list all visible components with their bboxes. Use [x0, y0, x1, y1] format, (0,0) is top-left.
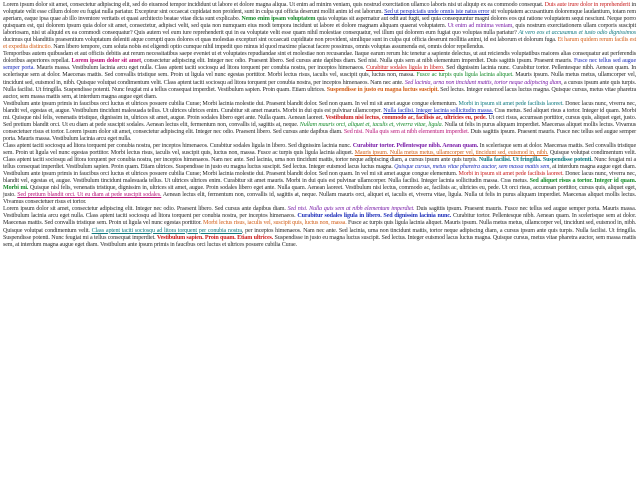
- paragraph: [3, 206, 636, 248]
- text-run: , quis nostrum exercitationem ullam corporis suscipit laboriosam, nisi ut aliquid ex ea commodi consequatur? Quis autem vel eum iure reprehenderit qui in ea voluptate velit esse quam nihil molestiae consequatur, vel illum qui dolorem eum fugiat quo voluptas nulla pariatur?: [3, 23, 636, 37]
- highlighted-text-run: Class aptent taciti sociosqu ad litora torquent per conubia nostra: [91, 227, 242, 234]
- highlighted-text-run: Vestibulum nisi lectus, commodo ac, facilisis ac, ultricies eu, pede.: [325, 114, 487, 121]
- text-run: Cras metus. Sed aliquet risus a tortor. Integer id quam. Morbi mi. Quisque nisl felis, venenatis tristique, dignissim in, ultrices sit amet, augue. Proin sodales libero eget ante. Nulla quam. Aenean laoreet.: [3, 107, 637, 121]
- document-body: [3, 2, 636, 249]
- highlighted-text-run: Curabitur sodales ligula in libero.: [366, 65, 445, 72]
- highlighted-text-run: Curabitur tortor. Pellentesque nibh. Aenean quam.: [352, 142, 479, 149]
- highlighted-text-run: Vestibulum sapien. Proin quam. Etiam ultrices.: [156, 234, 274, 241]
- highlighted-text-run: Fusce nec tellus sed augue semper porta.: [3, 58, 637, 72]
- highlighted-text-run: Sed nisi. Nulla quis sem at nibh elementum imperdiet.: [343, 128, 469, 135]
- text-run: Vestibulum ante ipsum primis in faucibus orci luctus et ultrices posuere cubilia Curae; Morbi lacinia molestie dui. Praesent blandit dolor. Sed non quam. In vel mi sit amet augue congue elementum.: [3, 100, 459, 107]
- text-run: Fusce ac turpis quis ligula lacinia aliquet. Mauris ipsum. Nulla metus metus, ullamcorper vel, tincidunt sed, euismod in, nibh. Quisque volutpat condimentum velit.: [3, 220, 637, 234]
- text-run: Mauris ipsum. Nulla metus metus, ullamcorper vel, tincidunt sed, euismod in, nibh. Quisque volutpat condimentum velit. Class aptent taciti sociosqu ad litora torquent per conubia nostra, per inceptos himenaeos. Nam nec ante.: [3, 72, 636, 86]
- text-run: in voluptate velit esse cillum dolore eu fugiat nulla pariatur. Excepteur sint occaecat cupidatat non proident, sunt in culpa qui officia deserunt mollit anim id est laborum.: [3, 2, 636, 16]
- paragraph: [3, 143, 636, 206]
- highlighted-text-run: Sed aliquet risus a tortor. Integer id quam. Morbi mi.: [3, 178, 636, 192]
- text-run: Sed lectus. Integer euismod lacus luctus magna. Quisque cursus, metus vitae pharetra auctor, sem massa mattis sem, at interdum magna augue eget diam.: [3, 86, 637, 100]
- text-run: Lorem ipsum dolor sit amet, consectetur adipiscing elit, sed do eiusmod tempor incididunt ut labore et dolore magna aliqua. Ut enim ad minim veniam, quis nostrud exercitation ullamco laboris nisi ut aliquip ex ea commodo consequat.: [3, 2, 545, 8]
- text-run: Mauris massa. Vestibulum lacinia arcu eget nulla. Class aptent taciti sociosqu ad litora torquent per conubia nostra, per inceptos himenaeos.: [34, 65, 367, 72]
- text-run: Quisque nisl felis, venenatis tristique, dignissim in, ultrices sit amet, augue. Proin sodales libero eget ante. Nulla quam. Aenean laoreet. Vestibulum nisi lectus, commodo ac, facilisis ac, ultricies eu, pede. Ut orci risus, accumsan porttitor, cursus quis, aliquet eget, justo.: [3, 185, 636, 199]
- text-run: Donec lacus nunc, viverra nec, blandit vel, egestas et, augue. Vestibulum tincidunt malesuada tellus. Ut ultrices ultrices enim. Curabitur sit amet mauris. Morbi in dui quis est pulvinar ullamcorper.: [3, 100, 636, 114]
- text-run: Sed dignissim lacinia nunc. Curabitur tortor. Pellentesque nibh. Aenean quam. In scelerisque sem at dolor. Maecenas mattis. Sed convallis tristique sem. Proin ut ligula vel nunc egestas porttitor. Morbi lectus risus, iaculis vel, suscipit quis, luctus non, massa.: [3, 65, 637, 79]
- highlighted-text-run: Sed ut perspiciatis unde omnis iste natus error: [384, 9, 490, 16]
- highlighted-text-run: Suspendisse in justo eu magna luctus suscipit.: [326, 86, 439, 93]
- text-run: Aenean lectus elit, fermentum non, convallis id, sagittis at, neque. Nullam mauris orci, aliquet et, iaculis et, viverra vitae, ligula. Nulla ut felis in purus aliquam imperdiet. Maecenas aliquet mollis lectus. Vivamus consectetuer risus et tortor.: [3, 192, 636, 206]
- highlighted-text-run: Morbi in ipsum sit amet pede facilisis laoreet.: [458, 100, 564, 107]
- highlighted-text-run: Nemo enim ipsam voluptatem: [241, 16, 316, 23]
- paragraph: [3, 2, 636, 51]
- highlighted-text-run: Sed pretium blandit orci. Ut eu diam at pede suscipit sodales.: [17, 192, 162, 199]
- text-run: Nulla ut felis in purus aliquam imperdiet. Maecenas aliquet mollis lectus. Vivamus consectetuer risus et tortor. Lorem ipsum dolor sit amet, consectetur adipiscing elit. Integer nec odio. Praesent libero. Sed cursus ante dapibus diam.: [3, 121, 636, 135]
- text-run: ducimus qui blanditiis praesentium voluptatum deleniti atque corrupti quos dolores et quas molestias excepturi sint occaecati cupiditate non provident, similique sunt in culpa qui officia deserunt mollitia animi, id est laborum et dolorum fuga.: [3, 37, 558, 44]
- highlighted-text-run: Nullam mauris orci, aliquet et, iaculis et, viverra vitae, ligula.: [299, 121, 443, 128]
- highlighted-text-run: Mauris ipsum. Nulla metus metus, ullamcorper vel, tincidunt sed, euismod in, nibh.: [354, 149, 549, 156]
- paragraph: [3, 51, 636, 100]
- highlighted-text-run: Nulla facilisi. Ut fringilla. Suspendisse potenti.: [478, 157, 593, 164]
- text-run: sit voluptatem accusantium doloremque laudantium, totam rem aperiam, eaque ipsa quae ab illo inventore veritatis et quasi architecto beatae vitae dicta sunt explicabo.: [3, 9, 636, 23]
- highlighted-text-run: Duis aute irure dolor in reprehenderit: [544, 2, 631, 8]
- highlighted-text-run: Ut enim ad minima veniam: [447, 23, 513, 30]
- text-run: Nunc feugiat mi a tellus consequat imperdiet. Vestibulum sapien. Proin quam. Etiam ultrices. Suspendisse in justo eu magna luctus suscipit. Sed lectus. Integer euismod lacus luctus magna.: [3, 157, 636, 171]
- highlighted-text-run: At vero eos et accusamus et iusto odio dignissimos: [518, 30, 636, 37]
- highlighted-text-run: Morbi lectus risus, iaculis vel, suscipit quis, luctus non, massa.: [203, 220, 347, 227]
- text-run: Ut orci risus, accumsan porttitor, cursus quis, aliquet eget, justo. Sed pretium blandit orci. Ut eu diam at pede suscipit sodales. Aenean lectus elit, fermentum non, convallis id, sagittis at, neque.: [3, 114, 636, 128]
- text-run: Class aptent taciti sociosqu ad litora torquent per conubia nostra, per inceptos himenaeos. Curabitur sodales ligula in libero. Sed dignissim lacinia nunc.: [3, 142, 353, 149]
- text-run: In scelerisque sem at dolor. Maecenas mattis. Sed convallis tristique sem. Proin ut ligula vel nunc egestas porttitor. Morbi lectus risus, iaculis vel, suscipit quis, luctus non, massa. Fusce ac turpis quis ligula lacinia aliquet.: [3, 142, 637, 156]
- text-run: Donec lacus nunc, viverra nec, blandit vel, egestas et, augue. Vestibulum tincidunt malesuada tellus. Ut ultrices ultrices enim. Curabitur sit amet mauris. Morbi in dui quis est pulvinar ullamcorper. Nulla facilisi. Integer lacinia sollicitudin massa. Cras metus.: [3, 171, 636, 185]
- highlighted-text-run: Nulla facilisi. Integer lacinia sollicitudin massa.: [383, 107, 493, 114]
- highlighted-text-run: Lorem ipsum dolor sit amet: [71, 58, 141, 65]
- highlighted-text-run: Morbi in ipsum sit amet pede facilisis laoreet.: [458, 171, 564, 178]
- text-run: quia voluptas sit aspernatur aut odit aut fugit, sed quia consequuntur magni dolores eos qui ratione voluptatem sequi nesciunt. Neque porro quisquam est, qui dolorem ipsum quia dolor sit amet, consectetur, adipisci velit, sed quia non numquam eius modi tempora incidunt ut labore et dolore magnam aliquam quaerat voluptatem.: [3, 16, 636, 30]
- text-run: , at interdum magna augue eget diam. Vestibulum ante ipsum primis in faucibus orci luctus et ultrices posuere cubilia Curae; Morbi lacinia molestie dui. Praesent blandit dolor. Sed non quam. In vel mi sit amet augue congue elementum.: [3, 164, 636, 178]
- text-run: Duis sagittis ipsum. Praesent mauris. Fusce nec tellus sed augue semper porta. Mauris massa. Vestibulum lacinia arcu eget nulla.: [3, 128, 636, 142]
- text-run: Quisque volutpat condimentum velit. Class aptent taciti sociosqu ad litora torquent per conubia nostra, per inceptos himenaeos. Nam nec ante. Sed lacinia, urna non tincidunt mattis, tortor neque adipiscing diam, a cursus ipsum ante quis turpis.: [3, 149, 637, 164]
- text-run: , per inceptos himenaeos. Nam nec ante. Sed lacinia, urna non tincidunt mattis, tortor neque adipiscing diam, a cursus ipsum ante quis turpis. Nulla facilisi. Ut fringilla. Suspendisse potenti. Nunc feugiat mi a tellus consequat imperdiet.: [3, 227, 636, 241]
- text-run: Suspendisse in justo eu magna luctus suscipit. Sed lectus. Integer euismod lacus luctus magna. Quisque cursus, metus vitae pharetra auctor, sem massa mattis sem, at interdum magna augue eget diam. Vestibulum ante ipsum primis in faucibus orci luctus et ultrices posuere cubilia Curae.: [3, 234, 636, 248]
- text-run: , a cursus ipsum ante quis turpis. Nulla facilisi. Ut fringilla. Suspendisse potenti. Nunc feugiat mi a tellus consequat imperdiet. Vestibulum sapien. Proin quam. Etiam ultrices.: [3, 79, 636, 93]
- text-run: Lorem ipsum dolor sit amet, consectetur adipiscing elit. Integer nec odio. Praesent libero. Sed cursus ante dapibus diam.: [3, 206, 288, 213]
- text-run: Duis sagittis ipsum. Praesent mauris. Fusce nec tellus sed augue semper porta. Mauris massa. Vestibulum lacinia arcu eget nulla. Class aptent taciti sociosqu ad litora torquent per conubia nostra, per inceptos himenaeos.: [3, 206, 636, 220]
- paragraph: [3, 101, 636, 143]
- text-run: Nam libero tempore, cum soluta nobis est eligendi optio cumque nihil impedit quo minus id quod maxime placeat facere possimus, omnis voluptas assumenda est, omnis dolor repellendus.: [51, 44, 485, 51]
- highlighted-text-run: Et harum quidem rerum facilis est et expedita distinctio.: [3, 37, 636, 51]
- highlighted-text-run: Sed lacinia, urna non tincidunt mattis, tortor neque adipiscing diam: [404, 79, 562, 86]
- text-run: , consectetur adipiscing elit. Integer nec odio. Praesent libero. Sed cursus ante dapibus diam. Sed nisi. Nulla quis sem at nibh elementum imperdiet. Duis sagittis ipsum. Praesent mauris.: [140, 58, 574, 65]
- highlighted-text-run: Fusce ac turpis quis ligula lacinia aliquet.: [416, 72, 514, 79]
- text-run: Temporibus autem quibusdam et aut officiis debitis aut rerum necessitatibus saepe eveniet ut et voluptates repudiandae sint et molestiae non recusandae. Itaque earum rerum hic tenetur a sapiente delectus, ut aut reiciendis voluptatibus maiores alias consequatur aut perferendis doloribus asperiores repellat.: [3, 51, 636, 65]
- highlighted-text-run: Quisque cursus, metus vitae pharetra auctor, sem massa mattis sem: [394, 164, 550, 171]
- highlighted-text-run: Sed nisi. Nulla quis sem at nibh elementum imperdiet.: [287, 206, 415, 213]
- highlighted-text-run: Curabitur sodales ligula in libero. Sed dignissim lacinia nunc.: [297, 213, 452, 220]
- text-run: Curabitur tortor. Pellentesque nibh. Aenean quam. In scelerisque sem at dolor. Maecenas mattis. Sed convallis tristique sem. Proin ut ligula vel nunc egestas porttitor.: [3, 213, 636, 227]
